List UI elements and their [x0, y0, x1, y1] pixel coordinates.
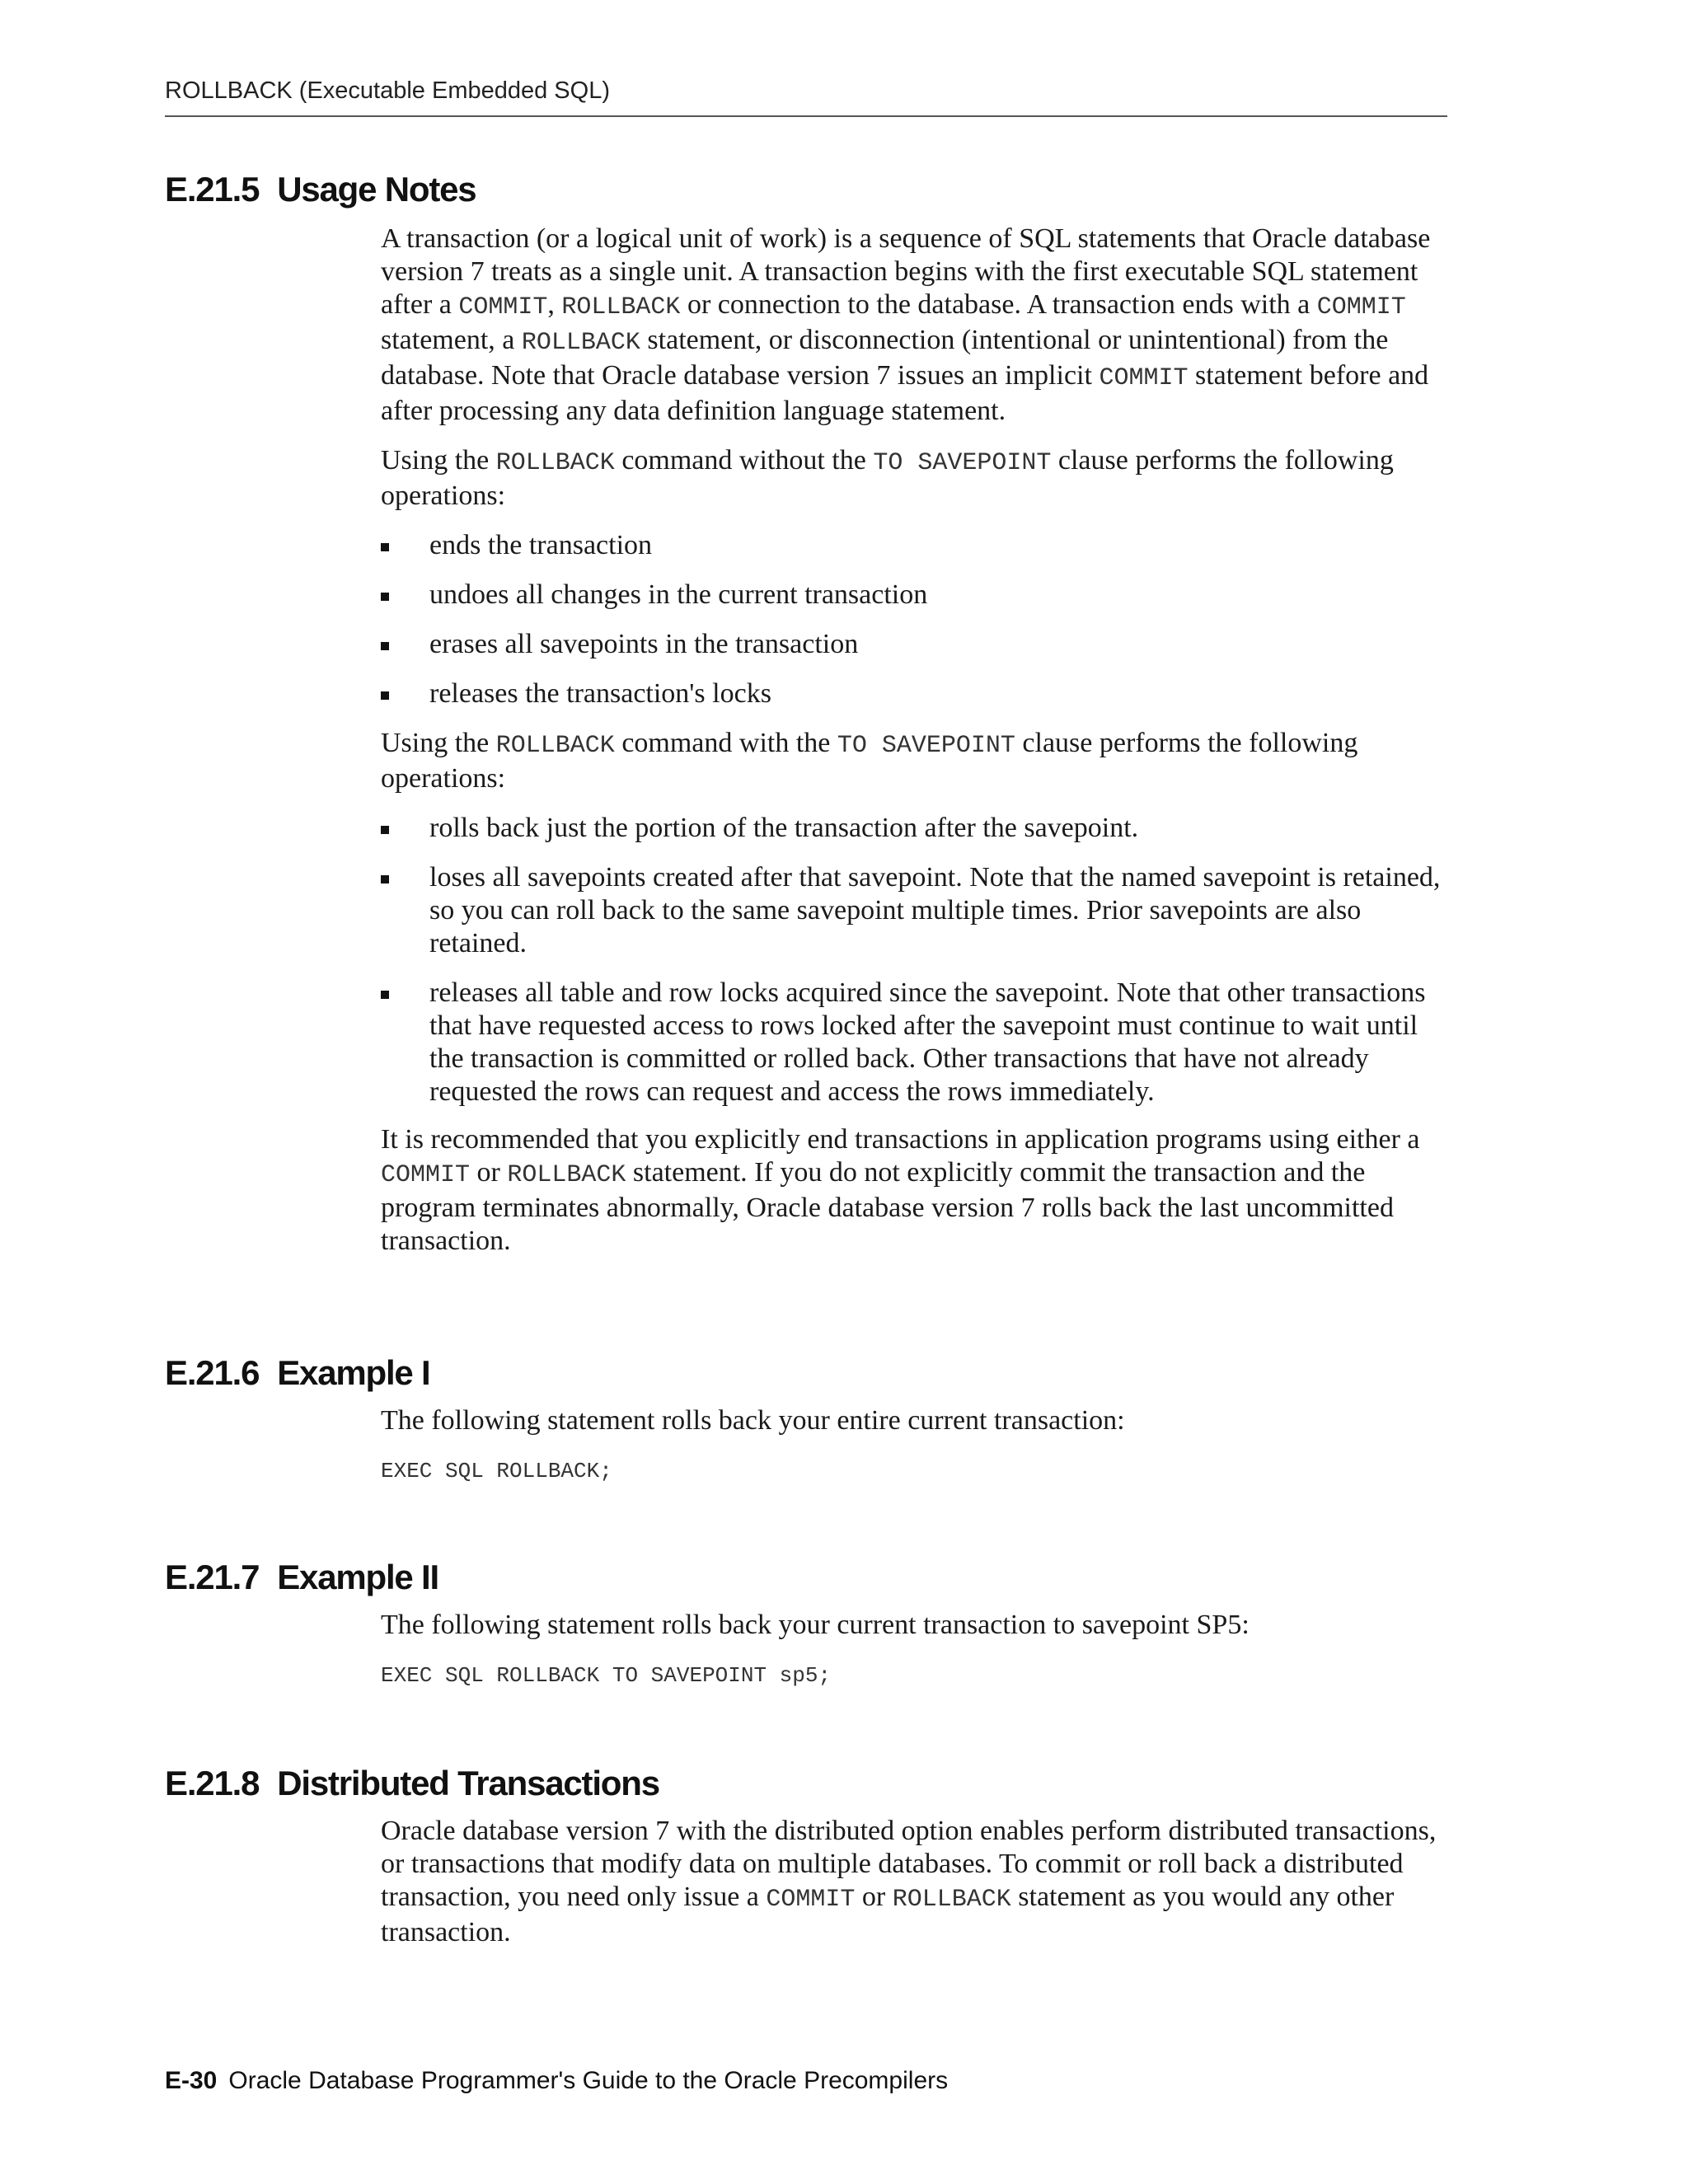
section-number: E.21.7 — [165, 1558, 260, 1596]
paragraph: The following statement rolls back your current transaction to savepoint SP5: — [381, 1610, 1250, 1640]
paragraph — [381, 1815, 1452, 1949]
paragraph — [381, 223, 1452, 428]
section-number: E.21.8 — [165, 1764, 260, 1802]
paragraph — [381, 444, 1452, 513]
text-run: or — [470, 1157, 508, 1188]
paragraph: The following statement rolls back your entire current transaction: — [381, 1405, 1125, 1436]
code-example: EXEC SQL ROLLBACK; — [381, 1459, 612, 1483]
text-run: statement, or disconnection (intentional or unintentional) from the database. Note that Oracle database version 7 issues an implicit — [381, 325, 1389, 391]
list-item-text: ends the transaction — [429, 530, 653, 560]
inline-code: ROLLBACK — [561, 293, 681, 321]
inline-code: ROLLBACK — [521, 329, 640, 357]
text-run: command without the — [614, 445, 874, 476]
distributed-body — [381, 1815, 1452, 1949]
bullet-square-icon — [381, 642, 389, 650]
inline-code: TO SAVEPOINT — [837, 732, 1015, 760]
inline-code: ROLLBACK — [507, 1161, 626, 1189]
text-run: statement before and after processing any data definition language statement. — [381, 360, 1429, 426]
inline-code: TO SAVEPOINT — [873, 449, 1052, 477]
list-item-text: erases all savepoints in the transaction — [429, 629, 859, 659]
book-title: Oracle Database Programmer's Guide to the Oracle Precompilers — [228, 2067, 949, 2094]
paragraph — [381, 1123, 1452, 1258]
text-run: statement as you would any other transaction. — [381, 1882, 1395, 1947]
text-run: statement, a — [381, 325, 522, 355]
bullet-square-icon — [381, 593, 389, 601]
list-item — [381, 628, 1452, 661]
text-run: command with the — [614, 728, 837, 758]
paragraph — [381, 727, 1452, 795]
text-run: A transaction (or a logical unit of work) is a sequence of SQL statements that Oracle database version 7 treats as a single unit. A transaction begins with the first executable SQL statement after a — [381, 223, 1431, 320]
text-run: , — [547, 289, 562, 320]
inline-code: ROLLBACK — [495, 449, 615, 477]
text-run: Using the — [381, 445, 496, 476]
section-heading-example-1 — [165, 1353, 430, 1393]
section-title: Distributed Transactions — [277, 1764, 659, 1802]
text-run: Using the — [381, 728, 496, 758]
list-item-text: loses all savepoints created after that savepoint. Note that the named savepoint is retained, so you can roll back to the same savepoint multiple times. Prior savepoints are also retained. — [429, 862, 1441, 958]
text-run: or — [855, 1882, 893, 1912]
page-number: E-30 — [165, 2067, 218, 2094]
list-item-text: releases all table and row locks acquired since the savepoint. Note that other transactions that have requested access to rows locked after the savepoint must continue to wait until the transaction is committed or rolled back. Other transactions that have not already requested the rows can request and access the rows immediately. — [429, 977, 1426, 1107]
section-title: Example I — [277, 1353, 430, 1392]
section-heading-usage-notes — [165, 170, 476, 209]
code-example: EXEC SQL ROLLBACK TO SAVEPOINT sp5; — [381, 1663, 832, 1688]
text-run: It is recommended that you explicitly end transactions in application programs using either a — [381, 1124, 1420, 1155]
bullet-square-icon — [381, 691, 389, 700]
list-item-text: undoes all changes in the current transaction — [429, 579, 928, 610]
inline-code: COMMIT — [1099, 364, 1189, 392]
section-title: Example II — [277, 1558, 438, 1596]
text-run: or connection to the database. A transaction ends with a — [680, 289, 1317, 320]
list-item — [381, 579, 1452, 612]
list-item — [381, 529, 1452, 562]
inline-code: COMMIT — [458, 293, 548, 321]
inline-code: ROLLBACK — [892, 1886, 1011, 1914]
text-run: statement. If you do not explicitly commit the transaction and the program terminates abnormally, Oracle database version 7 rolls back the last uncommitted transaction. — [381, 1157, 1394, 1256]
section-heading-example-2 — [165, 1558, 438, 1597]
bullet-square-icon — [381, 826, 389, 834]
bullet-square-icon — [381, 543, 389, 551]
inline-code: COMMIT — [381, 1161, 471, 1189]
bullet-list — [381, 812, 1452, 1108]
text-run: clause performs the following operations: — [381, 728, 1358, 794]
bullet-list — [381, 529, 1452, 710]
list-item — [381, 861, 1452, 960]
header-rule — [165, 115, 1447, 117]
list-item-text: releases the transaction's locks — [429, 678, 771, 709]
section-title: Usage Notes — [277, 170, 476, 209]
list-item — [381, 677, 1452, 710]
list-item — [381, 812, 1452, 845]
running-header: ROLLBACK (Executable Embedded SQL) — [165, 77, 610, 104]
section-number: E.21.6 — [165, 1353, 260, 1392]
section-heading-distributed-transactions — [165, 1764, 659, 1803]
inline-code: COMMIT — [1316, 293, 1406, 321]
inline-code: COMMIT — [766, 1886, 856, 1914]
section-number: E.21.5 — [165, 170, 260, 209]
text-run: Oracle database version 7 with the distributed option enables perform distributed transactions, or transactions that modify data on multiple databases. To commit or roll back a distributed transaction, you need only issue a — [381, 1816, 1437, 1912]
list-item-text: rolls back just the portion of the transaction after the savepoint. — [429, 813, 1139, 843]
bullet-square-icon — [381, 991, 389, 999]
page-footer — [165, 2067, 948, 2095]
list-item — [381, 977, 1452, 1108]
inline-code: ROLLBACK — [495, 732, 615, 760]
text-run: clause performs the following operations: — [381, 445, 1394, 511]
usage-notes-body — [381, 223, 1452, 1258]
bullet-square-icon — [381, 875, 389, 883]
